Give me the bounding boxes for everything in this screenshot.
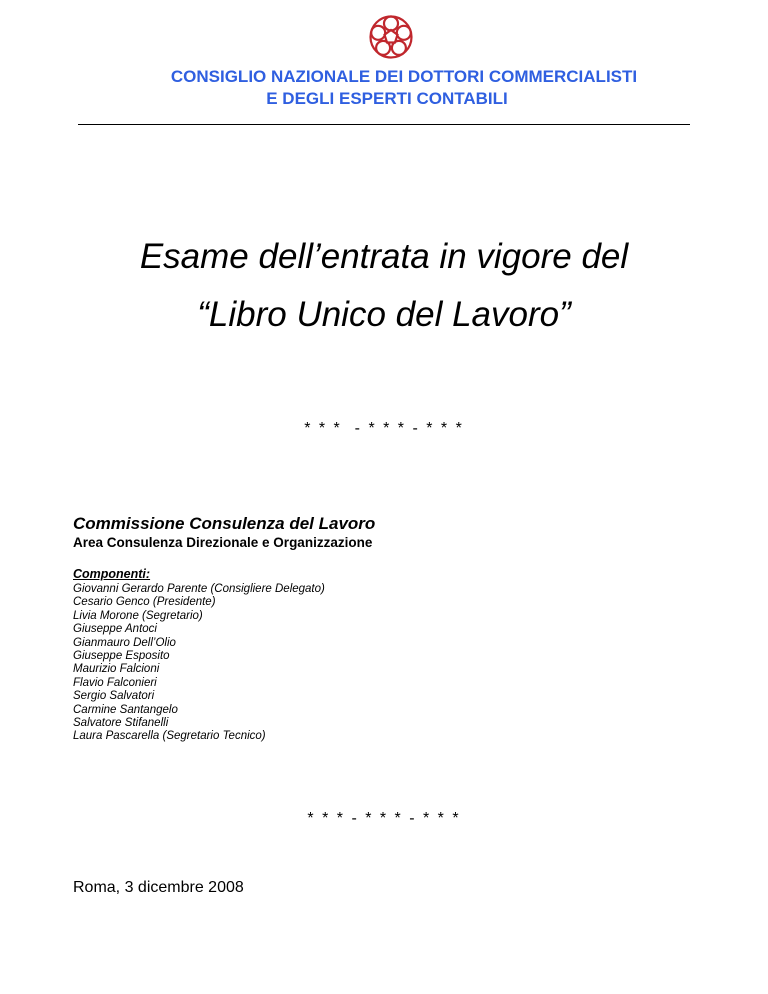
commission-name: Commissione Consulenza del Lavoro — [73, 514, 376, 533]
member-item: Sergio Salvatori — [73, 690, 155, 703]
member-item: Carmine Santangelo — [73, 703, 178, 716]
member-item: Flavio Falconieri — [73, 676, 157, 689]
member-item: Maurizio Falcioni — [73, 663, 160, 676]
place-and-date: Roma, 3 dicembre 2008 — [73, 879, 244, 896]
member-item: Gianmauro Dell’Olio — [73, 636, 176, 649]
members-list — [73, 583, 325, 744]
separator-bottom: * * * - * * * - * * * — [307, 810, 461, 827]
organization-name-line-2: E DEGLI ESPERTI CONTABILI — [266, 89, 508, 108]
member-item: Giovanni Gerardo Parente (Consigliere Delegato) — [73, 583, 325, 595]
document-title-line-1: Esame dell’entrata in vigore del — [139, 237, 629, 276]
members-label: Componenti: — [73, 567, 151, 581]
member-item: Salvatore Stifanelli — [73, 717, 169, 730]
header-divider — [78, 124, 690, 125]
document-title-line-2: “Libro Unico del Lavoro” — [197, 295, 571, 334]
commission-area: Area Consulenza Direzionale e Organizzazione — [73, 535, 373, 550]
separator-top: * * * - * * * - * * * — [304, 420, 464, 437]
rosette-logo-icon — [366, 12, 416, 62]
organization-name-line-1: CONSIGLIO NAZIONALE DEI DOTTORI COMMERCIALISTI — [170, 67, 638, 86]
member-item: Cesario Genco (Presidente) — [73, 596, 216, 609]
member-item: Giuseppe Esposito — [73, 650, 170, 663]
member-item: Giuseppe Antoci — [73, 623, 157, 636]
member-item: Laura Pascarella (Segretario Tecnico) — [73, 730, 266, 743]
member-item: Livia Morone (Segretario) — [73, 609, 203, 622]
